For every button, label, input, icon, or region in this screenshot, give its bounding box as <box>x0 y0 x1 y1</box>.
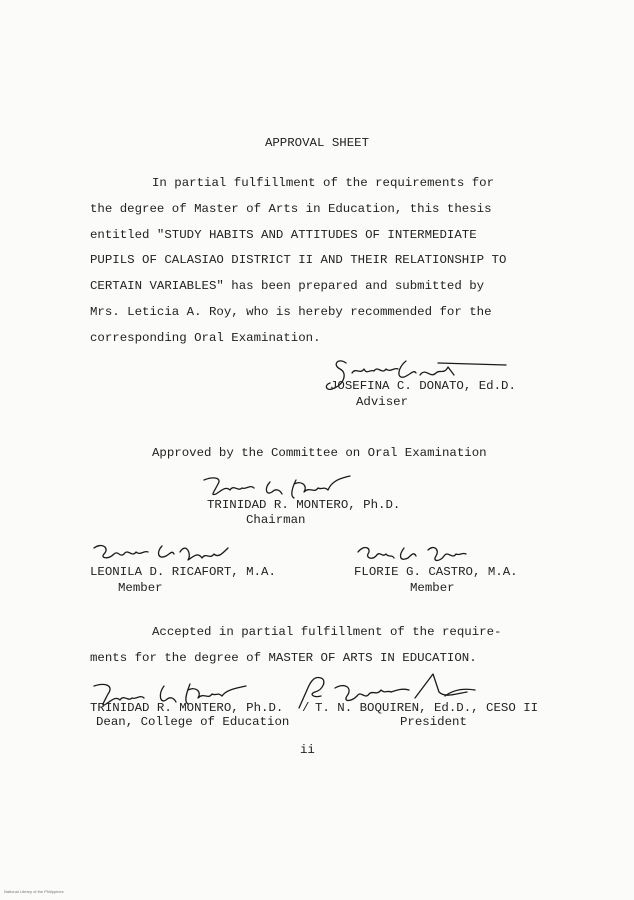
body-line-4: PUPILS OF CALASIAO DISTRICT II AND THEIR RELATIONSHIP TO <box>90 253 507 267</box>
president-role: President <box>400 715 467 729</box>
acceptance-line-2: ments for the degree of MASTER OF ARTS IN EDUCATION. <box>90 651 477 665</box>
committee-heading: Approved by the Committee on Oral Examination <box>152 446 487 460</box>
body-line-5: CERTAIN VARIABLES" has been prepared and submitted by <box>90 279 485 293</box>
body-line-1: In partial fulfillment of the requirements for <box>152 176 495 190</box>
body-line-2: the degree of Master of Arts in Education, this thesis <box>90 202 492 216</box>
member1-role: Member <box>118 581 163 595</box>
page-title: APPROVAL SHEET <box>264 136 370 150</box>
acceptance-line-1: Accepted in partial fulfillment of the require- <box>152 625 502 639</box>
chairman-role: Chairman <box>246 513 306 527</box>
chairman-name: TRINIDAD R. MONTERO, Ph.D. <box>207 498 401 512</box>
scan-footer: National Library of the Philippines <box>4 889 64 894</box>
body-line-7: corresponding Oral Examination. <box>90 331 321 345</box>
president-name: T. N. BOQUIREN, Ed.D., CESO II <box>315 701 539 715</box>
member2-name: FLORIE G. CASTRO, M.A. <box>354 565 518 579</box>
adviser-name: JOSEFINA C. DONATO, Ed.D. <box>330 379 516 393</box>
member1-name: LEONILA D. RICAFORT, M.A. <box>90 565 276 579</box>
member1-signature <box>88 538 248 568</box>
dean-role: Dean, College of Education <box>96 715 290 729</box>
adviser-role: Adviser <box>356 395 409 409</box>
president-slash: / <box>302 701 310 715</box>
body-line-6: Mrs. Leticia A. Roy, who is hereby recommended for the <box>90 305 492 319</box>
body-line-3: entitled "STUDY HABITS AND ATTITUDES OF INTERMEDIATE <box>90 228 477 242</box>
dean-name: TRINIDAD R. MONTERO, Ph.D. <box>90 701 284 715</box>
member2-role: Member <box>410 581 455 595</box>
page-number: ii <box>300 743 315 757</box>
